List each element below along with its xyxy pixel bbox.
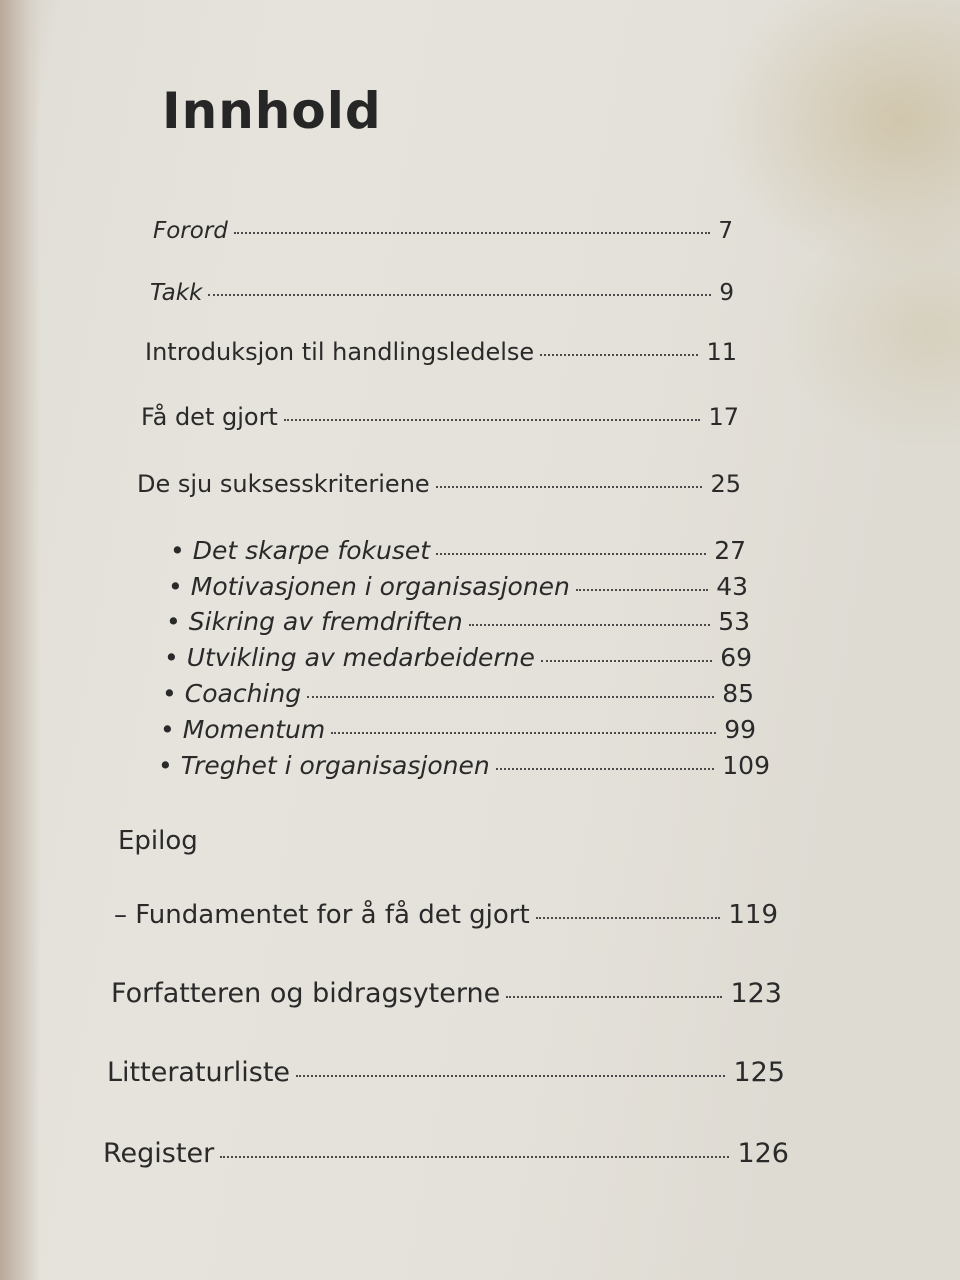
toc-leader-dots	[536, 917, 721, 919]
bullet-icon: •	[170, 536, 185, 565]
toc-leader-dots	[576, 589, 708, 591]
toc-entry-page: 7	[718, 218, 733, 244]
toc-leader-dots	[436, 486, 703, 488]
toc-entry-title: Introduksjon til handlingsledelse	[145, 338, 535, 366]
toc-leader-dots	[506, 996, 722, 998]
toc-entry-page: 43	[716, 572, 748, 601]
toc-entry-page: 69	[720, 643, 752, 672]
toc-entry	[107, 1057, 785, 1088]
toc-epilog-heading	[118, 826, 198, 856]
toc-entry	[103, 1138, 789, 1169]
toc-entry-page: 126	[737, 1138, 789, 1169]
toc-leader-dots	[331, 732, 716, 734]
book-spine-shadow	[0, 0, 40, 1280]
toc-entry	[150, 280, 734, 306]
toc-entry-title: Forfatteren og bidragsyterne	[111, 978, 501, 1009]
toc-entry-page: 99	[724, 715, 756, 744]
toc-leader-dots	[284, 419, 701, 421]
toc-entry-page: 85	[722, 679, 754, 708]
toc-leader-dots	[307, 696, 714, 698]
toc-leader-dots	[496, 768, 715, 770]
toc-entry	[114, 900, 778, 930]
toc-leader-dots	[469, 624, 710, 626]
bullet-icon: •	[160, 715, 175, 744]
toc-entry-title: Forord	[153, 218, 228, 244]
toc-sub-entry	[160, 715, 756, 744]
toc-leader-dots	[541, 660, 712, 662]
toc-sub-entry	[164, 643, 752, 672]
toc-entry-page: 53	[718, 607, 750, 636]
toc-sub-entry	[170, 536, 746, 565]
toc-entry	[141, 403, 739, 431]
toc-sub-entry	[162, 679, 754, 708]
toc-sub-entry	[158, 751, 770, 780]
toc-leader-dots	[296, 1075, 725, 1077]
toc-entry-page: 119	[728, 900, 778, 930]
toc-entry-title: De sju suksesskriteriene	[137, 470, 430, 498]
toc-entry-title: Takk	[150, 280, 203, 306]
toc-entry	[145, 338, 737, 366]
toc-leader-dots	[220, 1156, 729, 1158]
toc-entry-title: Coaching	[184, 679, 302, 708]
toc-entry	[153, 218, 733, 244]
toc-sub-entry	[166, 607, 750, 636]
toc-entry-page: 17	[708, 403, 739, 431]
toc-entry-page: 9	[719, 280, 734, 306]
toc-entry-page: 109	[722, 751, 770, 780]
toc-entry-title: Sikring av fremdriften	[188, 607, 463, 636]
toc-entry-title: Treghet i organisasjonen	[180, 751, 490, 780]
bullet-icon: •	[164, 643, 179, 672]
bullet-icon: •	[162, 679, 177, 708]
toc-entry-title: Litteraturliste	[107, 1057, 291, 1088]
toc-entry-title: Utvikling av medarbeiderne	[186, 643, 535, 672]
toc-entry-title: Få det gjort	[141, 403, 278, 431]
toc-leader-dots	[234, 232, 710, 234]
toc-sub-entry	[168, 572, 748, 601]
toc-entry	[111, 978, 782, 1009]
toc-entry-page: 11	[706, 338, 737, 366]
toc-entry-title: Epilog	[118, 826, 198, 856]
toc-leader-dots	[208, 294, 711, 296]
toc-leader-dots	[436, 553, 706, 555]
bullet-icon: •	[168, 572, 183, 601]
toc-entry	[137, 470, 741, 498]
toc-entry-title: – Fundamentet for å få det gjort	[114, 900, 530, 930]
toc-entry-title: Motivasjonen i organisasjonen	[190, 572, 570, 601]
toc-leader-dots	[540, 354, 698, 356]
toc-entry-page: 123	[730, 978, 782, 1009]
toc-entry-title: Det skarpe fokuset	[192, 536, 431, 565]
toc-entry-page: 27	[714, 536, 746, 565]
bullet-icon: •	[158, 751, 173, 780]
toc-entry-title: Register	[103, 1138, 215, 1169]
bullet-icon: •	[166, 607, 181, 636]
toc-entry-title: Momentum	[182, 715, 326, 744]
page-title: Innhold	[162, 82, 382, 140]
toc-entry-page: 25	[710, 470, 741, 498]
toc-entry-page: 125	[733, 1057, 785, 1088]
